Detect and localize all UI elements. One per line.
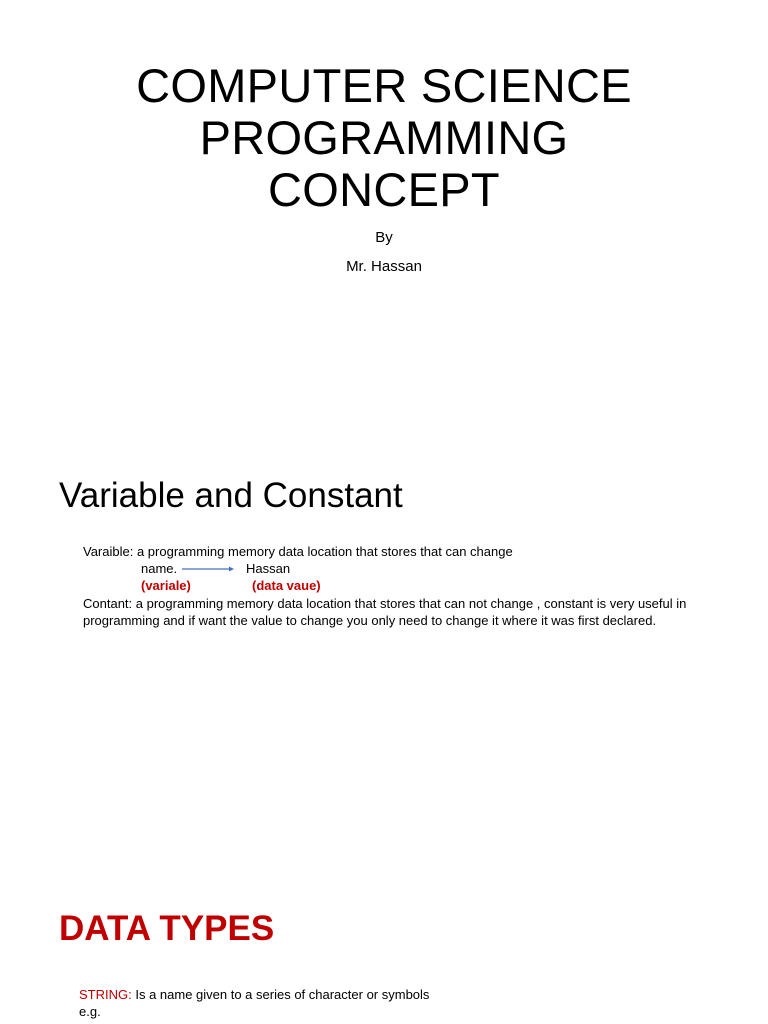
title-line-3: CONCEPT [268,163,500,216]
example-variable-name: name. [141,561,178,576]
data-value-label: (data vaue) [252,578,321,593]
data-types-heading: DATA TYPES [59,909,275,948]
constant-definition-line-2: programming and if want the value to change you only need to change it where it was first declared. [83,613,657,628]
variable-constant-heading: Variable and Constant [59,476,403,515]
author-name: Mr. Hassan [346,258,422,275]
by-label: By [375,229,393,246]
title-line-2: PROGRAMMING [199,111,569,164]
presentation-title [0,60,768,216]
eg-label: e.g. [79,1004,101,1019]
string-label: STRING: [79,987,132,1002]
example-data-value: Hassan [246,561,291,576]
variable-definition: Varaible: a programming memory data location that stores that can change [83,544,513,559]
title-line-1: COMPUTER SCIENCE [136,59,632,112]
string-description: Is a name given to a series of character or symbols [131,987,430,1002]
arrow-right-icon [181,564,237,574]
string-definition [79,986,429,1003]
constant-definition-line-1: Contant: a programming memory data location that stores that can not change , constant is very useful in [83,596,687,611]
variable-label: (variale) [141,578,191,593]
